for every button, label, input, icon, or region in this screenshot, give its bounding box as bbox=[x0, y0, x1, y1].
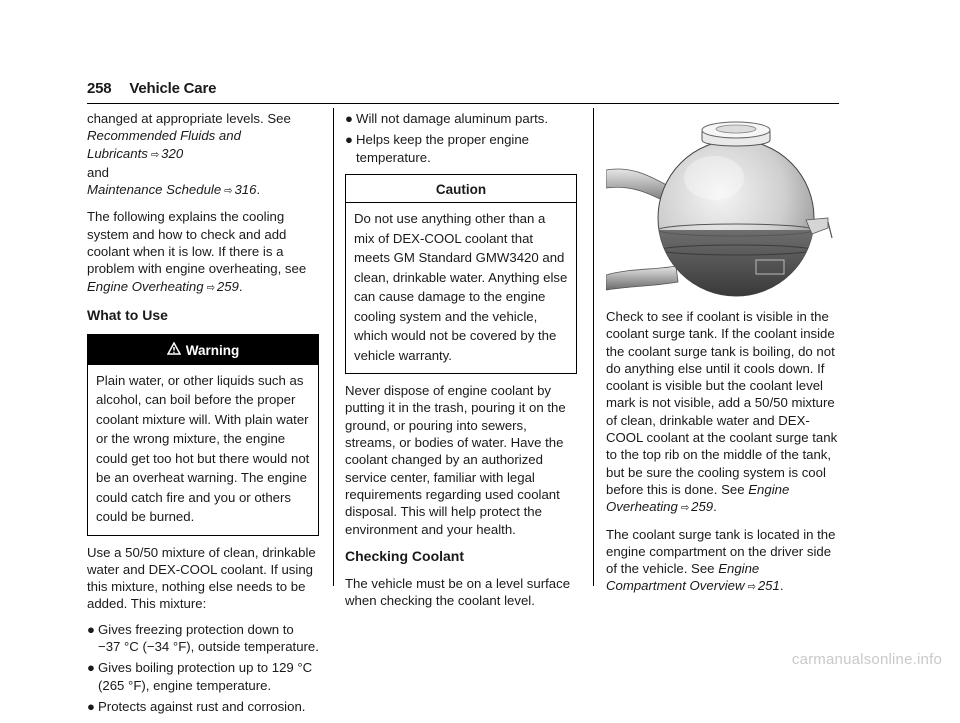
bullet-icon: ● bbox=[87, 660, 95, 676]
page-header bbox=[87, 80, 216, 97]
coolant-surge-tank-illustration bbox=[606, 110, 846, 300]
header-rule bbox=[87, 103, 839, 104]
list-item: ● Gives boiling protection up to 129 °C (265 °F), engine temperature. bbox=[87, 660, 313, 693]
heading-what-to-use: What to Use bbox=[87, 306, 168, 323]
list-item: ● Helps keep the proper engine temperature. bbox=[345, 132, 530, 165]
link-maintenance-schedule[interactable]: Maintenance Schedule bbox=[87, 182, 222, 198]
arrow-icon: ⇨ bbox=[150, 148, 160, 161]
paragraph-mixture: Use a 50/50 mixture of clean, drinkable water and DEX-COOL coolant. If using this mixture, nothing else needs to be added. This mixture: bbox=[87, 544, 316, 612]
list-item: ● Will not damage aluminum parts. bbox=[345, 111, 549, 126]
page-number: 258 bbox=[87, 80, 112, 97]
paragraph-tank-location: The coolant surge tank is located in the engine compartment on the driver side of the vehicle. See Engine Compartment Overview ⇨ 251. bbox=[606, 526, 836, 594]
bullet-icon: ● bbox=[87, 698, 95, 714]
paragraph-dispose: Never dispose of engine coolant by putting it in the trash, pouring it on the ground, or pouring into sewers, streams, or bodies of water. Have the coolant changed by an authorized service center, familiar with legal requirements regarding used coolant disposal. This will help protect the environment and your health. bbox=[345, 383, 566, 537]
section-title: Vehicle Care bbox=[129, 80, 217, 97]
warning-triangle-icon bbox=[167, 342, 181, 359]
caution-box bbox=[345, 174, 577, 374]
link-engine-overheating[interactable]: Engine Overheating bbox=[87, 278, 204, 294]
paragraph-recommended-fluids: changed at appropriate levels. See Recommended Fluids and Lubricants ⇨ 320 and Maintenance Schedule ⇨ 316. bbox=[87, 111, 291, 198]
warning-box bbox=[87, 334, 319, 535]
list-item: ● Gives freezing protection down to −37 °C (−34 °F), outside temperature. bbox=[87, 621, 319, 655]
watermark: carmanualsonline.info bbox=[791, 651, 942, 668]
column-1 bbox=[87, 110, 319, 723]
link-recommended-fluids[interactable]: Recommended Fluids and Lubricants bbox=[87, 128, 241, 161]
caution-body: Do not use anything other than a mix of DEX-COOL coolant that meets GM Standard GMW3420 and clean, drinkable water. Anything else can cause damage to the engine cooling system and the vehicle, which would not be covered by the vehicle warranty. bbox=[346, 202, 576, 373]
paragraph-cooling-system: The following explains the cooling system and how to check and add coolant when it is low. If there is a problem with engine overheating, see Engine Overheating ⇨ 259. bbox=[87, 209, 307, 294]
warning-title: Warning bbox=[88, 335, 318, 364]
bullet-icon: ● bbox=[345, 111, 353, 126]
caution-title: Caution bbox=[435, 181, 487, 197]
page-ref[interactable]: 259 bbox=[216, 278, 239, 294]
page-ref[interactable]: 251 bbox=[757, 578, 780, 594]
arrow-icon: ⇨ bbox=[747, 581, 756, 594]
column-2 bbox=[345, 110, 577, 618]
paragraph-check-coolant: Check to see if coolant is visible in the coolant surge tank. If the coolant inside the coolant surge tank is boiling, do not do anything else until it cools down. If coolant is visible but the coolant level mark is not visible, add a 50/50 mixture of clean, drinkable water and DEX-COOL coolant at the coolant surge tank to the top rib on the middle of the tank, but be sure the cooling system is cool before this is done. See Engine Overheating ⇨ 259. bbox=[606, 309, 838, 515]
paragraph-level-surface: The vehicle must be on a level surface when checking the coolant level. bbox=[345, 576, 571, 609]
benefit-bullets bbox=[345, 110, 577, 166]
page-ref[interactable]: 316 bbox=[234, 182, 257, 198]
link-engine-overheating[interactable]: Engine Overheating bbox=[606, 481, 790, 515]
column-3 bbox=[606, 110, 840, 605]
arrow-icon: ⇨ bbox=[224, 185, 233, 198]
arrow-icon: ⇨ bbox=[206, 281, 215, 294]
arrow-icon: ⇨ bbox=[680, 502, 690, 515]
page-ref[interactable]: 259 bbox=[691, 499, 714, 515]
list-item: ● Protects against rust and corrosion. bbox=[87, 698, 306, 714]
mixture-bullets bbox=[87, 621, 319, 715]
heading-checking-coolant: Checking Coolant bbox=[345, 547, 465, 564]
warning-body: Plain water, or other liquids such as alcohol, can boil before the proper coolant mixture will. With plain water or the wrong mixture, the engine could get too hot but there would not be an overheat warning. The engine could catch fire and you or others could be burned. bbox=[96, 372, 310, 525]
column-divider-2 bbox=[593, 108, 594, 586]
column-divider-1 bbox=[333, 108, 334, 586]
page-ref[interactable]: 320 bbox=[161, 145, 184, 161]
link-engine-compartment-overview[interactable]: Engine Compartment Overview bbox=[606, 561, 760, 594]
bullet-icon: ● bbox=[87, 621, 95, 637]
bullet-icon: ● bbox=[345, 132, 353, 148]
